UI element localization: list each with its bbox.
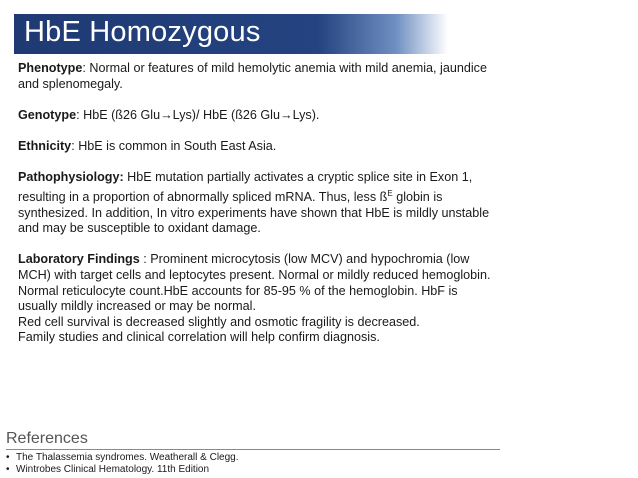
lab-findings-line-3: Family studies and clinical correlation will help confirm diagnosis. [18,330,380,345]
beta-e-superscript: E [387,188,393,198]
lab-findings-line-2: Red cell survival is decreased slightly and osmotic fragility is decreased. [18,314,420,329]
references-list [6,452,500,476]
references-section [6,430,500,476]
ethnicity-separator: : [71,138,79,153]
main-content [18,61,498,361]
lab-findings-text: Prominent microcytosis (low MCV) and hypochromia (low MCH) with target cells and leptocytes present. Normal or mildly reduced hemoglobin. Normal reticulocyte count.HbE accounts for 85-95 % of the hemoglobin. HbF is usually mildly increased or may be normal. [18,252,491,314]
lab-findings-separator: : [139,252,151,267]
lab-findings-paragraph [18,252,498,346]
genotype-text: HbE (ß26 Glu→Lys)/ HbE (ß26 Glu→Lys). [83,107,320,122]
pathophysiology-paragraph [18,170,498,237]
title-banner [14,14,448,54]
phenotype-label: Phenotype [18,61,83,75]
reference-item: • Wintrobes Clinical Hematology. 11th Edition [6,464,500,476]
pathophysiology-label: Pathophysiology: [18,170,124,185]
phenotype-separator: : [82,61,90,75]
genotype-separator: : [76,107,84,122]
reference-item: • The Thalassemia syndromes. Weatherall & Clegg. [6,452,500,464]
genotype-label: Genotype [18,107,77,122]
phenotype-paragraph [18,61,498,92]
ethnicity-text: HbE is common in South East Asia. [78,138,277,153]
pathophysiology-text-before: HbE mutation partially activates a cryptic splice site in Exon 1, resulting in a proportion of abnormally spliced mRNA. Thus, less ß [18,170,473,204]
phenotype-text: Normal or features of mild hemolytic anemia with mild anemia, jaundice and splenomegaly. [18,61,487,91]
lab-findings-label: Laboratory Findings [18,252,140,267]
ethnicity-paragraph [18,139,498,155]
pathophysiology-text-after: globin is synthesized. In addition, In vitro experiments have shown that HbE is mildly unstable and may be susceptible to oxidant damage. [18,189,490,236]
page-title: HbE Homozygous [24,16,261,48]
references-heading: References [6,430,500,450]
genotype-paragraph [18,108,498,124]
ethnicity-label: Ethnicity [18,138,72,153]
